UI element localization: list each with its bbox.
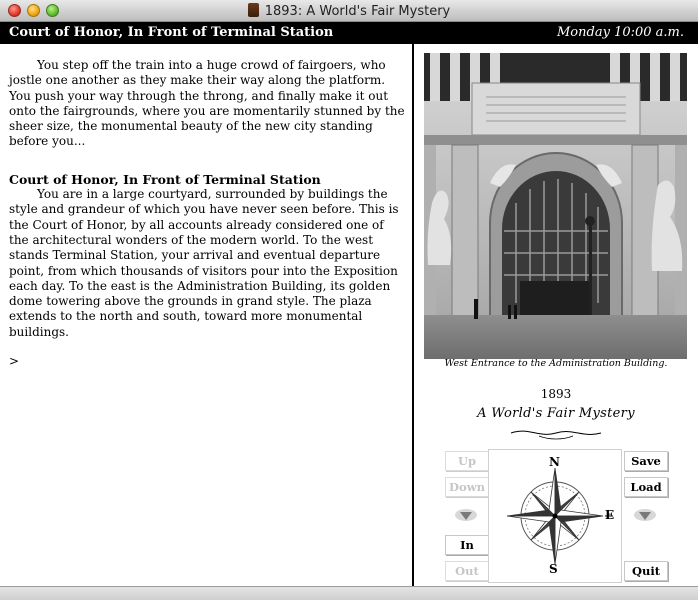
compass-south[interactable]: S	[549, 562, 558, 576]
in-out-arrow-icon	[633, 508, 657, 522]
out-button[interactable]: Out	[445, 561, 489, 581]
window-bottom-bar	[0, 586, 698, 600]
up-down-arrow-icon	[454, 508, 478, 522]
compass[interactable]	[488, 449, 622, 583]
down-button[interactable]: Down	[445, 477, 489, 497]
up-button[interactable]: Up	[445, 451, 489, 471]
compass-north[interactable]: N	[549, 455, 560, 469]
location-name: Court of Honor, In Front of Terminal Station	[9, 25, 334, 40]
window-title-text: 1893: A World's Fair Mystery	[264, 4, 451, 19]
intro-paragraph: You step off the train into a huge crowd of fairgoers, who jostle one another as they make their way along the platform. You push your way through the throng, and finally make it out onto the fairgrounds, where you are momentarily stunned by the sheer size, the monumental beauty of the new city standing before you...	[9, 58, 405, 149]
compass-east[interactable]: E	[605, 508, 615, 522]
story-text-pane[interactable]	[0, 44, 412, 586]
save-button[interactable]: Save	[624, 451, 668, 471]
in-button[interactable]: In	[445, 535, 489, 555]
room-heading: Court of Honor, In Front of Terminal Station	[9, 171, 321, 187]
app-icon	[248, 3, 259, 17]
administration-building-picture	[424, 53, 687, 359]
story-text	[9, 58, 406, 369]
quit-button[interactable]: Quit	[624, 561, 668, 581]
location-photo	[424, 53, 687, 359]
window-titlebar	[0, 0, 698, 22]
logo-year: 1893	[540, 387, 572, 401]
window-title	[0, 3, 698, 19]
photo-caption: West Entrance to the Administration Building.	[444, 358, 668, 369]
load-button[interactable]: Load	[624, 477, 668, 497]
room-description: You are in a large courtyard, surrounded by buildings the style and grandeur of which you have never seen before. This is the Court of Honor, by all accounts already considered one of the architectural wonders of the modern world. To the west stands Terminal Station, your arrival and eventual departure point, from which thousands of visitors pour into the Exposition each day. To the east is the Administration Building, its golden dome towering above the grounds in grand style. The plaza extends to the north and south, toward more monumental buildings.	[9, 187, 399, 339]
game-time: Monday 10:00 a.m.	[557, 25, 684, 40]
logo-flourish	[509, 426, 603, 440]
command-prompt[interactable]: >	[9, 354, 20, 369]
logo-title: A World's Fair Mystery	[477, 406, 635, 421]
side-panel	[414, 44, 698, 586]
status-bar	[0, 22, 698, 44]
